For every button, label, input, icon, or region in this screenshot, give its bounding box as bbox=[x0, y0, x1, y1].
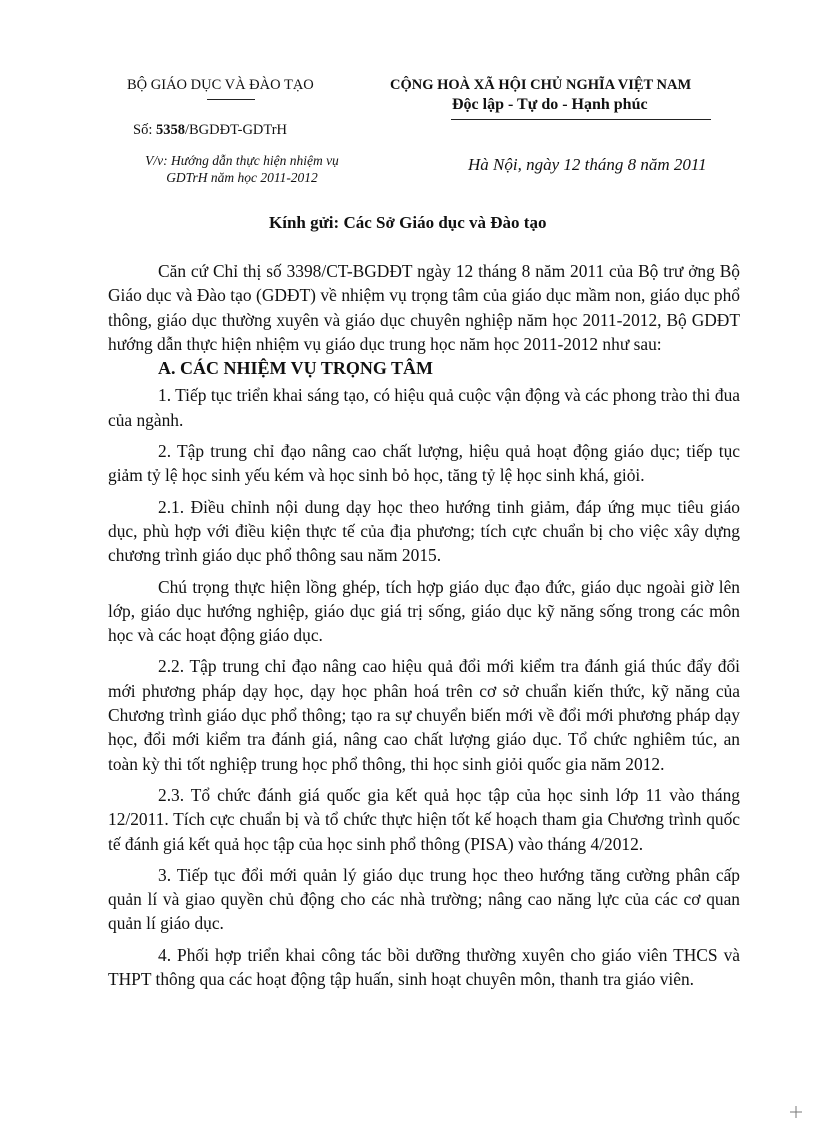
paragraph-1: 1. Tiếp tục triển khai sáng tạo, có hiệu quả cuộc vận động và các phong trào thi đua của ngành. bbox=[108, 385, 740, 430]
doc-number-value: 5358 bbox=[155, 122, 185, 138]
page-corner-mark bbox=[788, 1106, 804, 1118]
republic-name: CỘNG HOÀ XÃ HỘI CHỦ NGHĨA VIỆT NAM bbox=[390, 77, 692, 93]
paragraph-4: 4. Phối hợp triển khai công tác bồi dưỡng thường xuyên cho giáo viên THCS và THPT thông qua các hoạt động tập huấn, sinh hoạt chuyên môn, thanh tra giáo viên. bbox=[108, 944, 740, 990]
national-motto: Độc lập - Tự do - Hạnh phúc bbox=[452, 96, 648, 113]
intro-paragraph: Căn cứ Chỉ thị số 3398/CT-BGDĐT ngày 12 tháng 8 năm 2011 của Bộ trư ởng Bộ Giáo dục và Đào tạo (GDĐT) về nhiệm vụ trọng tâm của giáo dục mầm non, giáo dục phổ thông, giáo dục thường xuyên và giáo dục chuyên nghiệp năm học 2011-2012, Bộ GDĐT hướng dẫn thực hiện nhiệm vụ giáo dục trung học năm học 2011-2012 như sau: bbox=[108, 261, 740, 354]
paragraph-2-1: 2.1. Điều chỉnh nội dung dạy học theo hướng tinh giảm, đáp ứng mục tiêu giáo dục, phù hợp với điều kiện thực tế của địa phương; tích cực chuẩn bị cho việc xây dựng chương trình giáo dục phổ thông sau năm 2015. bbox=[108, 496, 740, 566]
subject-line-2: GDTrH năm học 2011-2012 bbox=[166, 170, 318, 185]
section-a-heading: A. CÁC NHIỆM VỤ TRỌNG TÂM bbox=[158, 358, 434, 379]
recipient: Kính gửi: Các Sở Giáo dục và Đào tạo bbox=[269, 213, 547, 232]
subject-line bbox=[122, 152, 362, 186]
paragraph-2: 2. Tập trung chỉ đạo nâng cao chất lượng, hiệu quả hoạt động giáo dục; tiếp tục giảm tỷ lệ học sinh yếu kém và học sinh bỏ học, tăng tỷ lệ học sinh khá, giỏi. bbox=[108, 441, 740, 486]
place-date: Hà Nội, ngày 12 tháng 8 năm 2011 bbox=[468, 155, 707, 174]
paragraph-2-3: 2.3. Tổ chức đánh giá quốc gia kết quả học tập của học sinh lớp 11 vào tháng 12/2011. Tích cực chuẩn bị và tổ chức thực hiện tốt kế hoạch tham gia Chương trình quốc tế đánh giá kết quả học tập của học sinh phổ thông (PISA) vào tháng 4/2012. bbox=[108, 784, 740, 854]
ministry-name: BỘ GIÁO DỤC VÀ ĐÀO TẠO bbox=[127, 77, 314, 93]
document-body bbox=[108, 259, 740, 991]
paragraph-2-2: 2.2. Tập trung chỉ đạo nâng cao hiệu quả đổi mới kiểm tra đánh giá thúc đẩy đổi mới phương pháp dạy học, dạy học phân hoá trên cơ sở chuẩn kiến thức, kỹ năng của Chương trình giáo dục phổ thông; tạo ra sự chuyển biến mới về đổi mới phương pháp dạy học, đổi mới kiểm tra đánh giá, nâng cao chất lượng giáo dục. Tổ chức nghiêm túc, an toàn kỳ thi tốt nghiệp trung học phổ thông, thi học sinh giỏi quốc gia năm 2012. bbox=[108, 656, 740, 774]
subject-line-1: V/v: Hướng dẫn thực hiện nhiệm vụ bbox=[145, 153, 339, 168]
doc-number-prefix: Số: bbox=[133, 122, 156, 138]
doc-number-suffix: /BGDĐT-GDTrH bbox=[184, 122, 288, 138]
paragraph-2-1b: Chú trọng thực hiện lồng ghép, tích hợp giáo dục đạo đức, giáo dục ngoài giờ lên lớp, giáo dục hướng nghiệp, giáo dục giá trị sống, giáo dục kỹ năng sống trong các môn học và các hoạt động giáo dục. bbox=[108, 576, 740, 646]
motto-underline bbox=[451, 119, 711, 120]
document-number bbox=[133, 122, 287, 139]
paragraph-3: 3. Tiếp tục đổi mới quản lý giáo dục trung học theo hướng tăng cường phân cấp quản lí và giao quyền chủ động cho các nhà trường; nâng cao năng lực của các cơ quan quản lí giáo dục. bbox=[108, 864, 740, 934]
ministry-underline bbox=[207, 99, 255, 100]
